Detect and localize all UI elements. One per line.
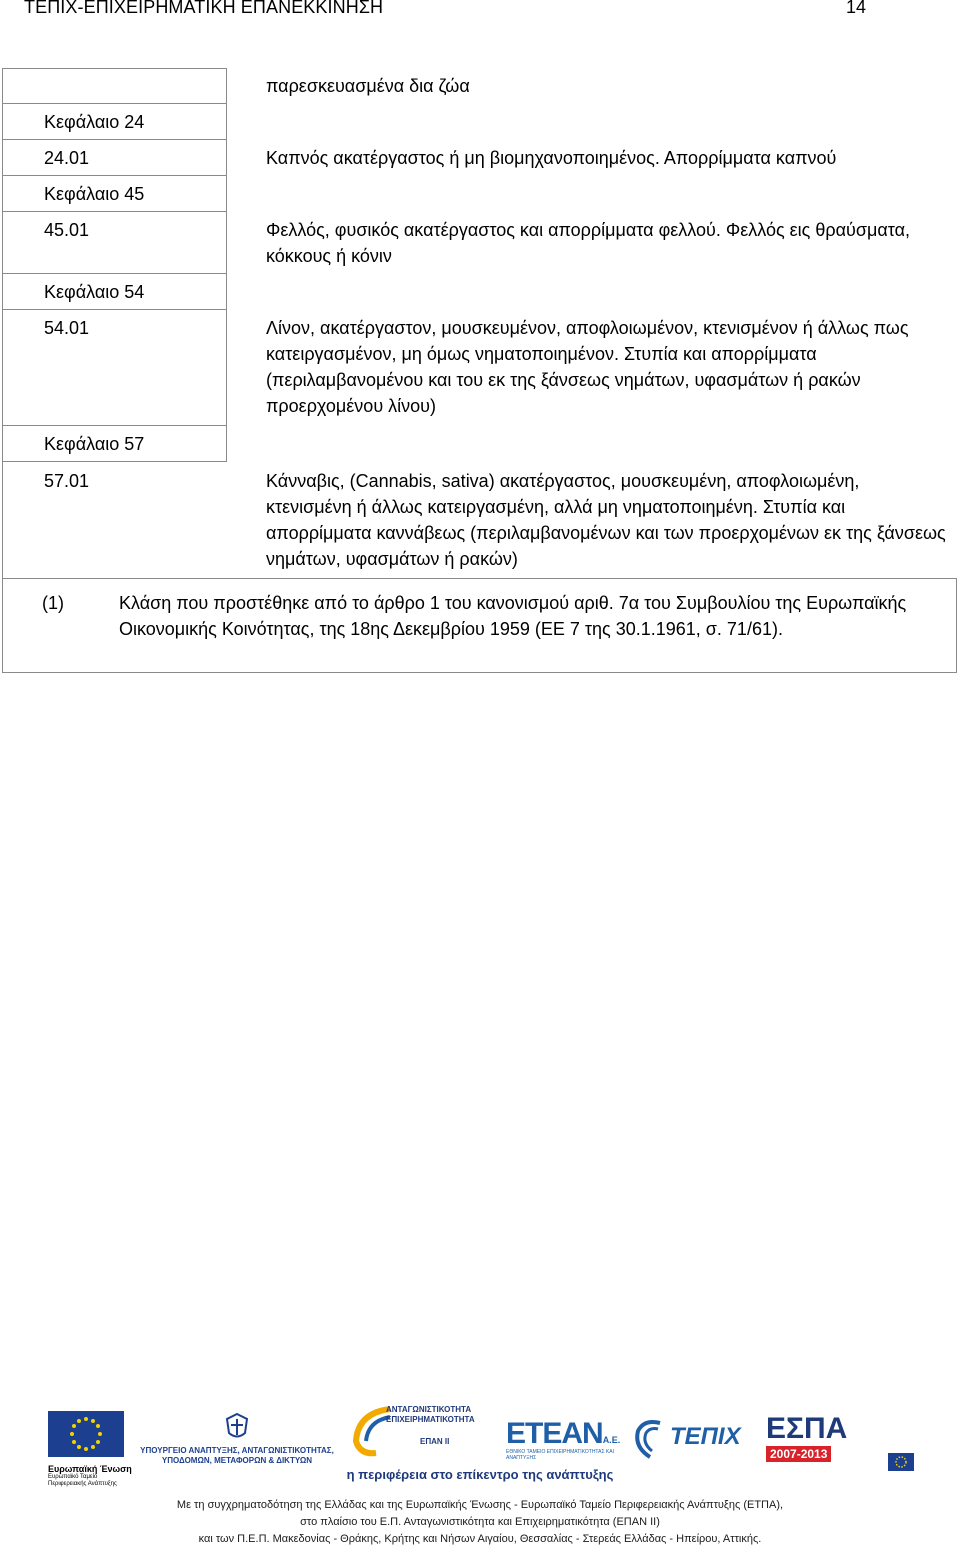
row-divider — [2, 425, 227, 426]
sponsor-line-1: Με τη συγχρηματοδότηση της Ελλάδας και της Ευρωπαϊκής Ένωσης - Ευρωπαϊκό Ταμείο Περιφερειακής Ανάπτυξης (ΕΤΠΑ), — [176, 1499, 784, 1511]
chapter-24-label: Κεφάλαιο 24 — [44, 112, 145, 132]
espa-logo — [766, 1413, 878, 1469]
eu-label: Ευρωπαϊκή Ένωση — [48, 1464, 132, 1474]
row-divider — [2, 461, 227, 462]
document-title: ΤΕΠΙΧ-ΕΠΙΧΕΙΡΗΜΑΤΙΚΗ ΕΠΑΝΕΚΚΙΝΗΣΗ — [24, 0, 384, 17]
footnote-divider — [2, 578, 957, 579]
code-24-01: 24.01 — [44, 148, 90, 168]
etean-wordmark: ΕΤΕΑΝ — [506, 1417, 603, 1450]
code-45-01-description: Φελλός, φυσικός ακατέργαστος και απορρίμματα φελλού. Φελλός εις θραύσματα, κόκκους ή κόνιν — [266, 220, 911, 266]
page-header — [0, 0, 960, 24]
table-column-divider — [226, 68, 227, 461]
epan-logo — [350, 1399, 480, 1461]
espa-wordmark: ΕΣΠΑ — [766, 1412, 848, 1445]
tepix-wordmark: ΤΕΠΙΧ — [670, 1423, 741, 1450]
chapter-57-label: Κεφάλαιο 57 — [44, 434, 145, 454]
sponsor-line-2: στο πλαίσιο του Ε.Π. Ανταγωνιστικότητα και Επιχειρηματικότητα (ΕΠΑΝ ΙΙ) — [300, 1516, 660, 1528]
row-0-description: παρεσκευασμένα δια ζώα — [266, 76, 470, 96]
ministry-name: ΥΠΟΥΡΓΕΙΟ ΑΝΑΠΤΥΞΗΣ, ΑΝΤΑΓΩΝΙΣΤΙΚΟΤΗΤΑΣ, ΥΠΟΔΟΜΩΝ, ΜΕΤΑΦΟΡΩΝ & ΔΙΚΤΥΩΝ — [140, 1446, 334, 1465]
code-54-01: 54.01 — [44, 318, 90, 338]
eu-flag-icon — [48, 1411, 124, 1457]
etean-logo — [506, 1417, 621, 1467]
table-border-left — [2, 68, 3, 673]
greek-emblem-icon — [225, 1413, 249, 1441]
ministry-logo — [128, 1413, 346, 1473]
row-divider — [2, 309, 227, 310]
sponsor-line-3: και των Π.Ε.Π. Μακεδονίας - Θράκης, Κρήτης και Νήσων Αιγαίου, Θεσσαλίας - Στερεάς Ελλάδας - Ηπείρου, Αττικής. — [198, 1533, 762, 1545]
row-divider — [2, 273, 227, 274]
etean-subtitle: ΕΘΝΙΚΟ ΤΑΜΕΙΟ ΕΠΙΧΕΙΡΗΜΑΤΙΚΟΤΗΤΑΣ ΚΑΙ ΑΝΑΠΤΥΞΗΣ — [506, 1449, 614, 1461]
table-border-right — [956, 578, 957, 673]
row-divider — [2, 211, 227, 212]
code-45-01: 45.01 — [44, 220, 90, 240]
row-divider — [2, 139, 227, 140]
chapter-54-label: Κεφάλαιο 54 — [44, 282, 145, 302]
code-24-01-description: Καπνός ακατέργαστος ή μη βιομηχανοποιημένος. Απορρίμματα καπνού — [266, 148, 837, 168]
funding-logos-footer — [0, 1395, 960, 1555]
chapter-45-label: Κεφάλαιο 45 — [44, 184, 145, 204]
tagline: η περιφέρεια στο επίκεντρο της ανάπτυξης — [346, 1467, 614, 1482]
epan-subtitle: ΕΠΑΝ ΙΙ — [420, 1437, 450, 1446]
page-number: 14 — [846, 0, 867, 17]
tepix-swirl-icon — [630, 1417, 670, 1461]
espa-years: 2007-2013 — [766, 1446, 831, 1462]
etean-suffix: Α.Ε. — [602, 1435, 621, 1445]
tepix-logo — [630, 1415, 741, 1467]
row-divider — [2, 68, 227, 69]
code-54-01-description: Λίνον, ακατέργαστον, μουσκευμένον, αποφλοιωμένον, κτενισμένον ή άλλως πως κατειργασμένον, μη όμως νηματοποιημένον. Στυπία και απορρίμματα (περιλαμβανομένου και του εκ της ξάνσεως νημάτων, υφασμάτων ή ρακών προερχομένου λίνου) — [266, 318, 909, 416]
row-divider — [2, 103, 227, 104]
epan-title: ΑΝΤΑΓΩΝΙΣΤΙΚΟΤΗΤΑ ΕΠΙΧΕΙΡΗΜΑΤΙΚΟΤΗΤΑ — [386, 1405, 475, 1424]
table-border-bottom — [2, 672, 957, 673]
eu-sublabel: Ευρωπαϊκό Ταμείο Περιφερειακής Ανάπτυξης — [48, 1474, 117, 1487]
code-57-01: 57.01 — [44, 471, 90, 491]
code-57-01-description: Κάνναβις, (Cannabis, sativa) ακατέργαστος, μουσκευμένη, αποφλοιωμένη, κτενισμένη ή άλλως κατειργασμένη, αλλά μη νηματοποιημένη. Στυπία και απορρίμματα καννάβεως (περιλαμβανομένων και των προερχομένων εκ της ξάνσεως νημάτων, υφασμάτων ή ρακών) — [266, 471, 946, 569]
row-divider — [2, 175, 227, 176]
footnote-text: Κλάση που προστέθηκε από το άρθρο 1 του κανονισμού αριθ. 7α του Συμβουλίου της Ευρωπαϊκής Οικονομικής Κοινότητας, της 18ης Δεκεμβρίου 1959 (ΕΕ 7 της 30.1.1961, σ. 71/61). — [119, 593, 907, 639]
footnote-number: (1) — [42, 593, 64, 613]
